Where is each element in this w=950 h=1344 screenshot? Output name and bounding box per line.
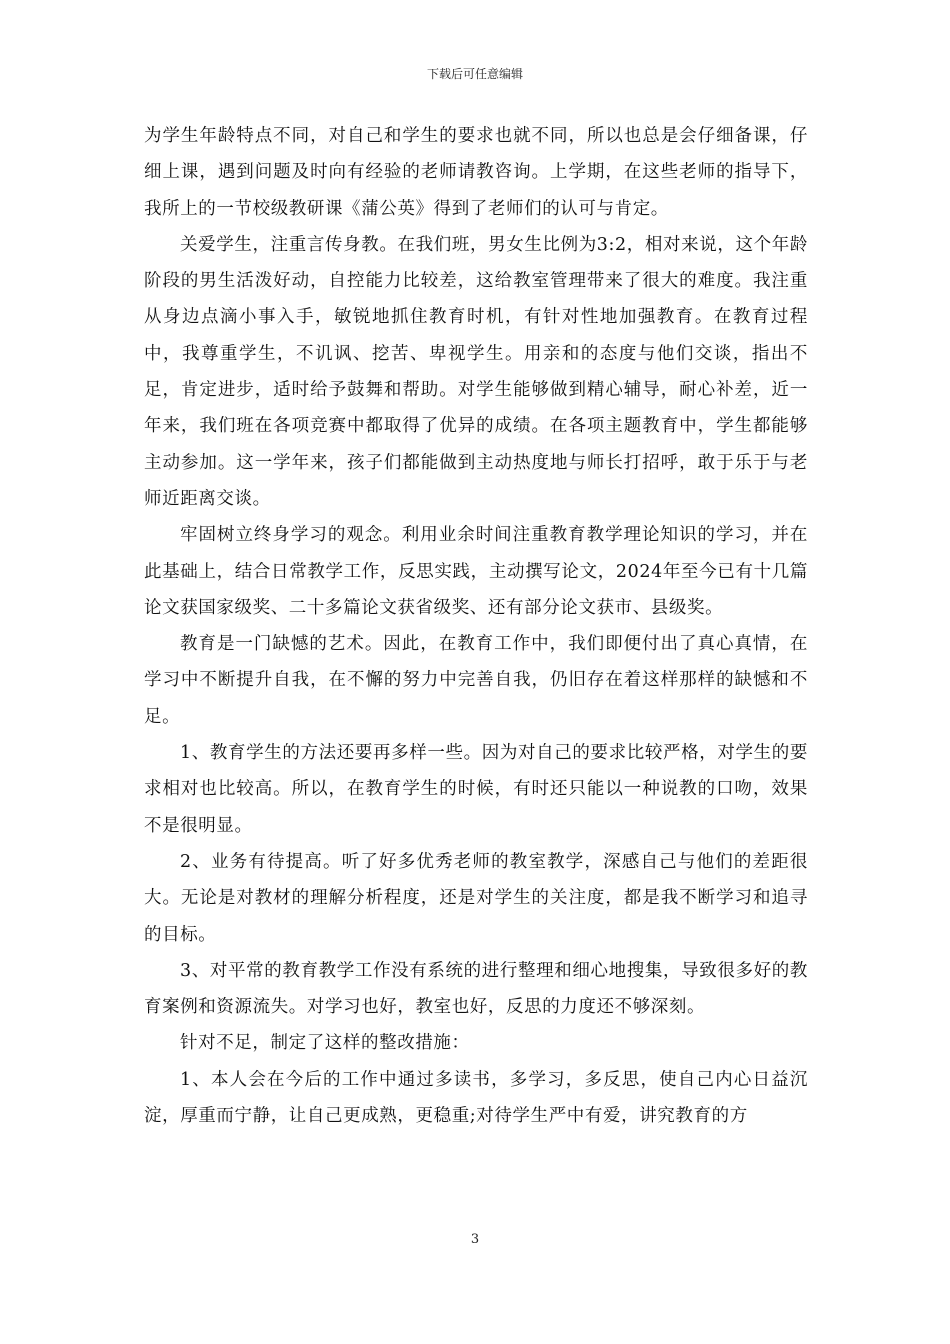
paragraph-lifelong-learning: 牢固树立终身学习的观念。利用业余时间注重教育教学理论知识的学习，并在此基础上，结合日常教学工作，反思实践，主动撰写论文，2024年至今已有十几篇论文获国家级奖、二十多篇论文获省级奖、还有部分论文获市、县级奖。 bbox=[144, 525, 808, 618]
paragraph-shortcoming-1: 1、教育学生的方法还要再多样一些。因为对自己的要求比较严格，对学生的要求相对也比较高。所以，在教育学生的时候，有时还只能以一种说教的口吻，效果不是很明显。 bbox=[144, 743, 808, 836]
paragraph-shortcoming-3: 3、对平常的教育教学工作没有系统的进行整理和细心地搜集，导致很多好的教育案例和资源流失。对学习也好，教室也好，反思的力度还不够深刻。 bbox=[144, 960, 808, 1018]
page-header: 下载后可任意编辑 bbox=[426, 67, 523, 81]
paragraph-continued: 为学生年龄特点不同，对自己和学生的要求也就不同，所以也总是会仔细备课，仔细上课，遇到问题及时向有经验的老师请教咨询。上学期，在这些老师的指导下，我所上的一节校级教研课《蒲公英》得到了老师们的认可与肯定。 bbox=[144, 126, 808, 219]
paragraph-shortcoming-2: 2、业务有待提高。听了好多优秀老师的教室教学，深感自己与他们的差距很大。无论是对教材的理解分析程度，还是对学生的关注度，都是我不断学习和追寻的目标。 bbox=[144, 851, 808, 945]
paragraph-shortcomings-intro: 教育是一门缺憾的艺术。因此，在教育工作中，我们即便付出了真心真情，在学习中不断提升自我，在不懈的努力中完善自我，仍旧存在着这样那样的缺憾和不足。 bbox=[144, 634, 808, 727]
paragraph-measures-intro: 针对不足，制定了这样的整改措施： bbox=[180, 1033, 470, 1054]
page-number: 3 bbox=[470, 1232, 480, 1247]
document-body bbox=[144, 118, 808, 1134]
paragraph-caring-students: 关爱学生，注重言传身教。在我们班，男女生比例为3:2，相对来说，这个年龄阶段的男生活泼好动，自控能力比较差，这给教室管理带来了很大的难度。我注重从身边点滴小事入手，敏锐地抓住教育时机，有针对性地加强教育。在教育过程中，我尊重学生，不讥讽、挖苦、卑视学生。用亲和的态度与他们交谈，指出不足，肯定进步，适时给予鼓舞和帮助。对学生能够做到精心辅导，耐心补差，近一年来，我们班在各项竞赛中都取得了优异的成绩。在各项主题教育中，学生都能够主动参加。这一学年来，孩子们都能做到主动热度地与师长打招呼，敢于乐于与老师近距离交谈。 bbox=[144, 234, 808, 509]
paragraph-measure-1: 1、本人会在今后的工作中通过多读书，多学习，多反思，使自己内心日益沉淀，厚重而宁静，让自己更成熟，更稳重;对待学生严中有爱，讲究教育的方 bbox=[144, 1069, 808, 1127]
